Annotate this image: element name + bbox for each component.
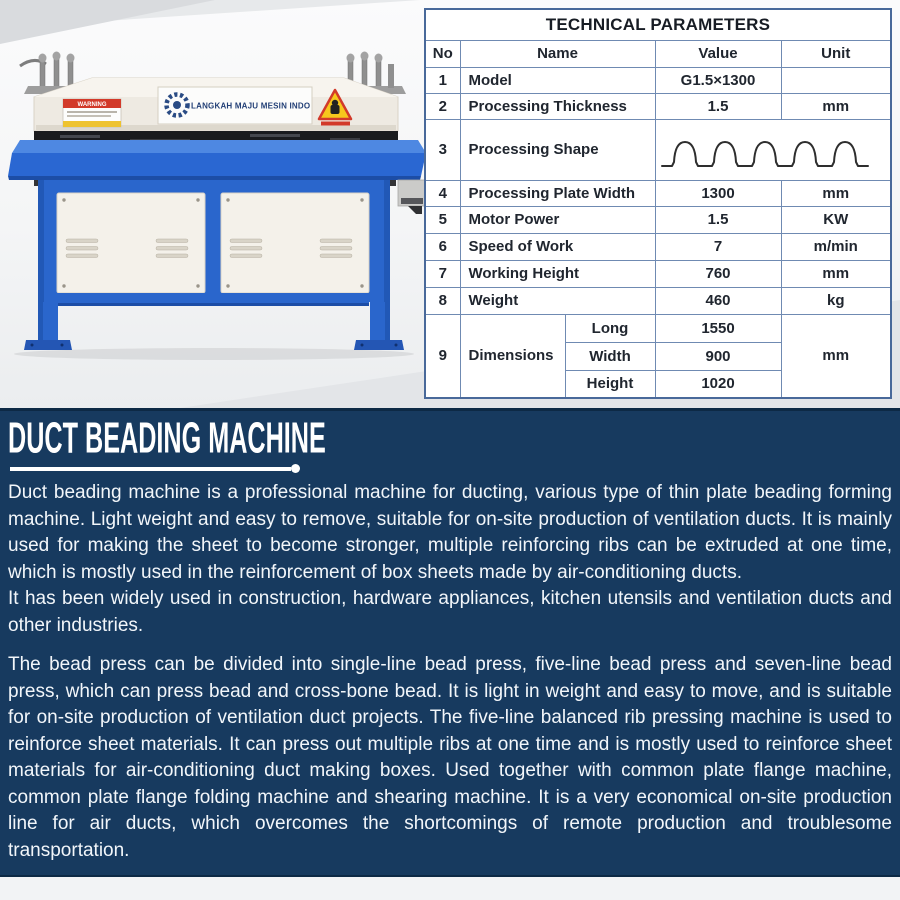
row-value: 460 <box>655 287 781 314</box>
row-unit: mm <box>781 180 891 206</box>
row-no: 1 <box>425 67 460 93</box>
dimension-sub-label: Long <box>565 314 655 342</box>
table-row <box>425 67 891 93</box>
warning-sticker <box>63 99 121 127</box>
row-no: 5 <box>425 206 460 233</box>
bead-profile-icon <box>660 122 886 174</box>
row-unit <box>781 67 891 93</box>
brand-logo-text: LANGKAH MAJU MESIN INDO <box>191 101 311 111</box>
row-value: 7 <box>655 233 781 260</box>
row-value: 1.5 <box>655 206 781 233</box>
row-unit: KW <box>781 206 891 233</box>
underline-dot <box>291 464 300 473</box>
right-door-panel <box>221 193 369 293</box>
col-header-unit: Unit <box>781 40 891 67</box>
row-name: Model <box>460 67 655 93</box>
title-underline <box>10 464 892 473</box>
warning-sticker-label: WARNING <box>77 102 107 108</box>
table-row <box>425 260 891 287</box>
row-unit: kg <box>781 287 891 314</box>
row-name: Weight <box>460 287 655 314</box>
row-value: 760 <box>655 260 781 287</box>
row-no: 7 <box>425 260 460 287</box>
row-name: Working Height <box>460 260 655 287</box>
dimensions-unit: mm <box>781 314 891 398</box>
col-header-no: No <box>425 40 460 67</box>
dimensions-label: Dimensions <box>460 314 565 398</box>
row-value: G1.5×1300 <box>655 67 781 93</box>
machine-legs <box>24 293 404 350</box>
description-paragraph-1: Duct beading machine is a professional machine for ducting, various type of thin plate beading forming machine. Light weight and easy to remove, suitable for on-site production of ventilation ducts. It is mainly used for making the sheet to become stronger, multiple reinforcing ribs can be extruded at one time, which is mostly used in the reinforcement of box sheets made by air-conditioning ducts. <box>8 482 892 583</box>
row-unit: m/min <box>781 233 891 260</box>
description-paragraph-2: It has been widely used in construction, hardware appliances, kitchen utensils and ventilation ducts and other industries. <box>8 588 892 636</box>
description-section <box>0 408 900 877</box>
row-value: 1.5 <box>655 93 781 119</box>
processing-shape-cell <box>655 119 891 180</box>
table-row <box>425 206 891 233</box>
duct-beading-machine-illustration <box>0 0 430 408</box>
dimension-sub-value: 900 <box>655 342 781 370</box>
row-unit: mm <box>781 260 891 287</box>
table-row <box>425 119 891 180</box>
row-unit: mm <box>781 93 891 119</box>
side-box <box>398 180 426 214</box>
table-title: TECHNICAL PARAMETERS <box>425 9 891 40</box>
table-row <box>425 233 891 260</box>
row-no: 6 <box>425 233 460 260</box>
table-row-dimensions <box>425 314 891 342</box>
row-no: 2 <box>425 93 460 119</box>
dimension-sub-value: 1550 <box>655 314 781 342</box>
row-no: 9 <box>425 314 460 398</box>
left-door-panel <box>57 193 205 293</box>
col-header-value: Value <box>655 40 781 67</box>
row-no: 4 <box>425 180 460 206</box>
row-name: Processing Shape <box>460 119 655 180</box>
row-no: 8 <box>425 287 460 314</box>
row-name: Speed of Work <box>460 233 655 260</box>
row-no: 3 <box>425 119 460 180</box>
row-value: 1300 <box>655 180 781 206</box>
col-header-name: Name <box>460 40 655 67</box>
description-paragraph-3: The bead press can be divided into single-line bead press, five-line bead press and seven-line bead press, which can press bead and cross-bone bead. It is light in weight and easy to move, and is suitable for on-site production of ventilation duct projects. The five-line balanced rib pressing machine is used to reinforce sheet materials. It can press out multiple ribs at one time and is mostly used to reinforce sheet materials for air-conditioning duct making boxes. Used together with common plate flange machine, common plate flange folding machine and shearing machine. It is a very economical on-site production line for air ducts, which overcomes the shortcomings of remote production and troublesome transportation. <box>8 654 892 861</box>
technical-parameters-table <box>424 8 892 399</box>
row-name: Processing Plate Width <box>460 180 655 206</box>
dimension-sub-value: 1020 <box>655 370 781 398</box>
dimension-sub-label: Height <box>565 370 655 398</box>
machine-table-top <box>8 140 426 180</box>
machine-shadow <box>14 348 414 360</box>
brand-logo-plate <box>158 87 312 124</box>
page-title: DUCT BEADING MACHINE <box>8 414 326 463</box>
row-name: Processing Thickness <box>460 93 655 119</box>
dimension-sub-label: Width <box>565 342 655 370</box>
table-row <box>425 93 891 119</box>
table-row <box>425 180 891 206</box>
footer-strip <box>0 877 900 900</box>
row-name: Motor Power <box>460 206 655 233</box>
table-row <box>425 287 891 314</box>
